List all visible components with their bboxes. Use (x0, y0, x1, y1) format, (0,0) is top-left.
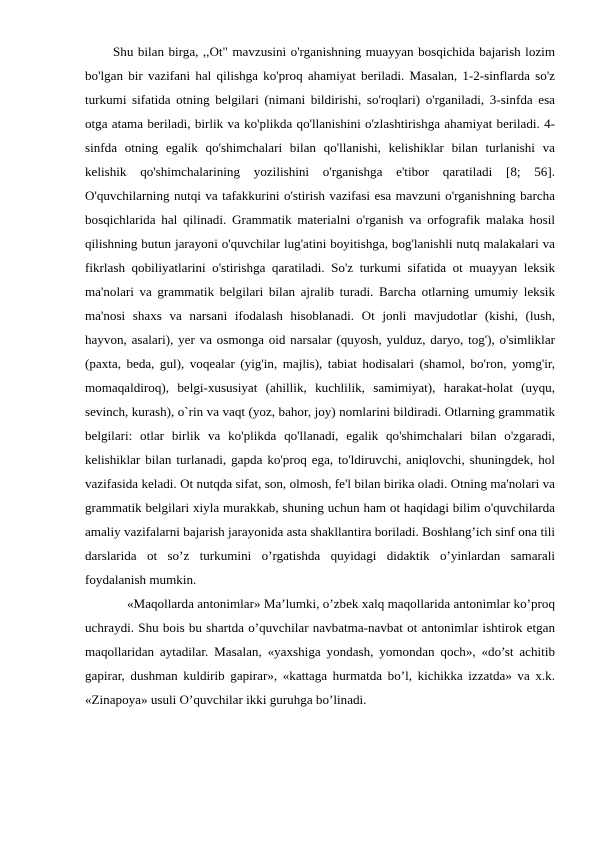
document-page (85, 40, 555, 712)
body-paragraph-2: «Maqollarda antonimlar» Ma’lumki, o’zbek xalq maqollarida antonimlar ko’proq uchraydi. Shu bois bu shartda o’quvchilar navbatma-navbat ot antonimlar ishtirok etgan maqollaridan aytadilar. Masalan, «yaxshiga yondash, yomondan qoch», «do’st achitib gapirar, dushman kuldirib gapirar», «kattaga hurmatda bo’l, kichikka izzatda» va x.k. «Zinapoya» usuli O’quvchilar ikki guruhga bo’linadi. (85, 596, 555, 707)
body-paragraph-1: Shu bilan birga, ,,Ot" mavzusini o'rganishning muayyan bosqichida bajarish lozim bo'lgan bir vazifani hal qilishga ko'proq ahamiyat beriladi. Masalan, 1-2-sinflarda so'z turkumi sifatida otning belgilari (nimani bildirishi, so'roqlari) o'rganiladi, 3-sinfda esa otga atama beriladi, birlik va ko'plikda qo'llanishini o'zlashtirishga ahamiyat beriladi. 4-sinfda otning egalik qo'shimchalari bilan qo'llanishi, kelishiklar bilan turlanishi va kelishik qo'shimchalarining yozilishini o'rganishga e'tibor qaratiladi [8; 56]. O'quvchilarning nutqi va tafakkurini o'stirish vazifasi esa mavzuni o'rganishning barcha bosqichlarida hal qilinadi. Grammatik materialni o'rganish va orfografik malaka hosil qilishning butun jarayoni o'quvchilar lug'atini boyitishga, bog'lanishli nutq malakalari va fikrlash qobiliyatlarini o'stirishga qaratiladi. So'z turkumi sifatida ot muayyan leksik ma'nolari va grammatik belgilari bilan ajralib turadi. Barcha otlarning umumiy leksik ma'nosi shaxs va narsani ifodalash hisoblanadi. Ot jonli mavjudotlar (kishi, (lush, hayvon, asalari), yer va osmonga oid narsalar (quyosh, yulduz, daryo, tog'), o'simliklar (paxta, beda, gul), voqealar (yig'in, majlis), tabiat hodisalari (shamol, bo'ron, yomg'ir, momaqaldiroq), belgi-xususiyat (ahillik, kuchlilik, samimiyat), harakat-holat (uyqu, sevinch, kurash), o`rin va vaqt (yoz, bahor, joy) nomlarini bildiradi. Otlarning grammatik belgilari: otlar birlik va ko'plikda qo'llanadi, egalik qo'shimchalari bilan o'zgaradi, kelishiklar bilan turlanadi, gapda ko'proq ega, to'ldiruvchi, aniqlovchi, shuningdek, hol vazifasida keladi. Ot nutqda sifat, son, olmosh, fe'l bilan birika oladi. Otning ma'nolari va grammatik belgilari xiyla murakkab, shuning uchun ham ot haqidagi bilim o'quvchilarda amaliy vazifalarni bajarish jarayonida asta shakllantira boriladi. Boshlang’ich sinf ona tili darslarida ot so’z turkumini o’rgatishda quyidagi didaktik o’yinlardan samarali foydalanish mumkin. (85, 44, 555, 587)
